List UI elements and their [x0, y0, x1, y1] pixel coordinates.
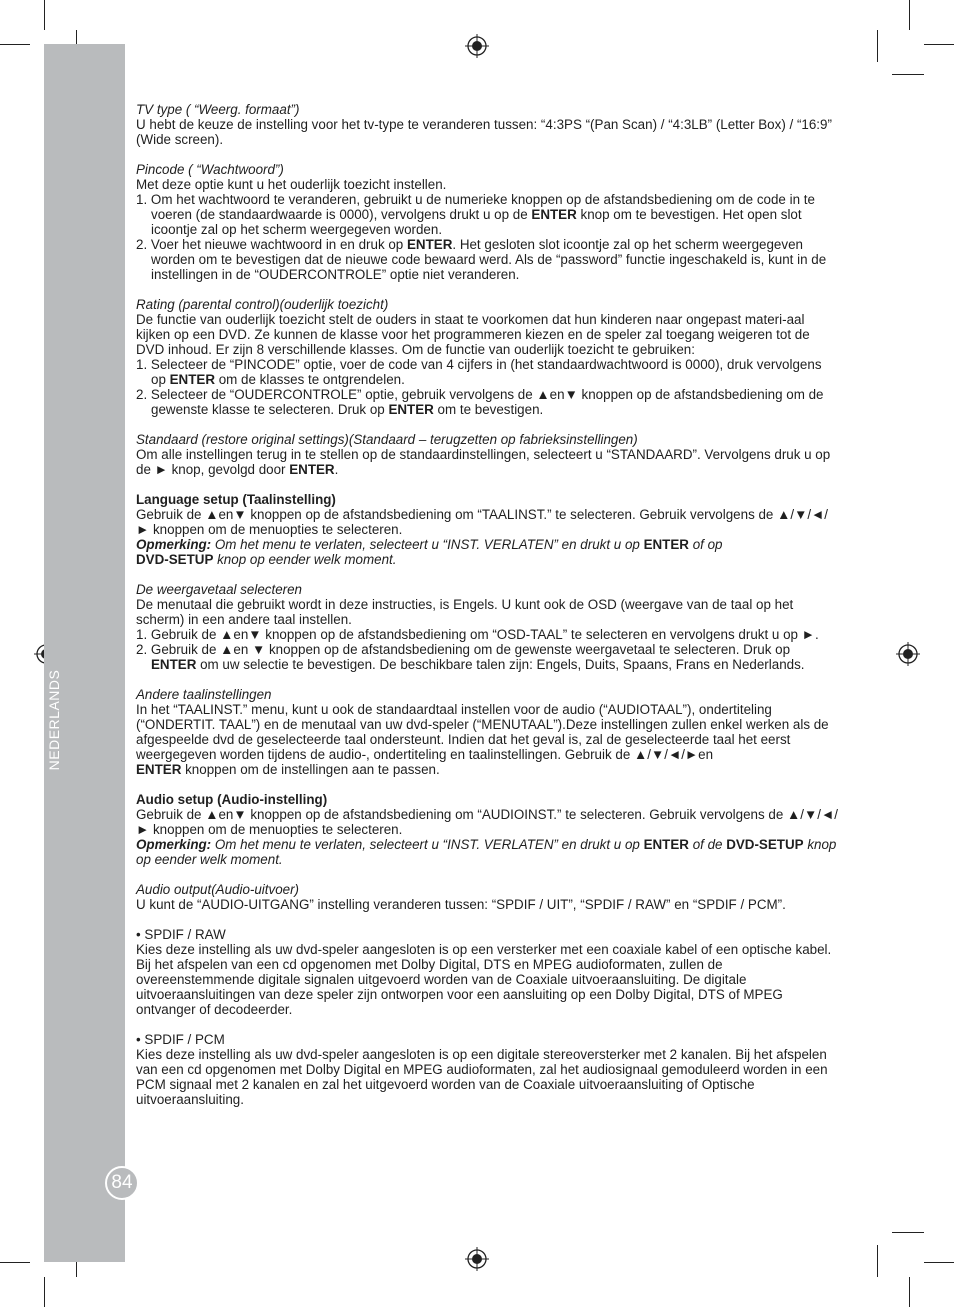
section-title: Standaard (restore original settings)(Standaard – terugzetten op fabrieksinstellingen): [136, 432, 638, 447]
note-text: of de: [688, 837, 727, 852]
section-heading: Language setup (Taalinstelling): [136, 492, 336, 507]
list-item: [136, 357, 838, 387]
note-text: of op: [688, 537, 723, 552]
note-label: Opmerking:: [136, 537, 212, 552]
section-body: Kies deze instelling als uw dvd-speler aangesloten is op een versterker met een coaxiale kabel of een optische kabel. Bij het afspelen van een cd opgenomen met Dolby Digital, DTS en MPEG audioformaten, zullen de overeenstemmende digitale signalen uitgevoerd worden van de Coaxiale uitvoeraansluiting. De digitale uitvoeraansluitingen van deze speler zijn ontworpen voor een aansluiting op een Dolby Digital, DTS of MPEG ontvanger of decodeerder.: [136, 942, 832, 1017]
button-name: ENTER: [136, 762, 182, 777]
section-body: Gebruik de ▲en▼ knoppen op de afstandsbediening om “TAALINST.” te selecteren. Gebruik vervolgens de ▲/▼/◄/► knoppen om de menuopties te selecteren.: [136, 507, 829, 537]
item-number: 2.: [136, 237, 148, 252]
language-label: NEDERLANDS: [46, 669, 62, 771]
item-text: Gebruik de ▲en ▼ knoppen op de afstandsbediening om de gewenste weergavetaal te selecteren. Druk op: [150, 642, 791, 657]
sidebar-band: [44, 44, 125, 1262]
crop-mark: [924, 1262, 954, 1263]
item-text: Gebruik de ▲en▼ knoppen op de afstandsbediening om “OSD-TAAL” te selecteren en vervolgens drukt u op ►.: [150, 627, 819, 642]
button-name: DVD-SETUP: [726, 837, 804, 852]
item-text: Voer het nieuwe wachtwoord in en druk op: [150, 237, 407, 252]
numbered-list: [136, 192, 838, 282]
bullet-title: • SPDIF / RAW: [136, 927, 226, 942]
section-audio-output: [136, 882, 838, 912]
section-body: Kies deze instelling als uw dvd-speler aangesloten is op een digitale stereoversterker met 2 kanalen. Bij het afspelen van een cd opgenomen met Dolby Digital en MPEG audioformaten, zal het audiosignaal gemoduleerd worden in een PCM signaal met 2 kanalen en zal het uitgevoerd worden van de Coaxiale uitvoeraansluiting of Optische uitvoeraansluiting.: [136, 1047, 828, 1107]
list-item: [136, 387, 838, 417]
section-audio-setup: [136, 792, 838, 867]
section-language-setup: [136, 492, 838, 567]
list-item: [136, 642, 838, 672]
crop-mark: [909, 1277, 910, 1307]
numbered-list: [136, 357, 838, 417]
section-title: TV type ( “Weerg. formaat”): [136, 102, 300, 117]
list-item: [136, 627, 838, 642]
section-rating: [136, 297, 838, 417]
section-body: De menutaal die gebruikt wordt in deze instructies, is Engels. U kunt ook de OSD (weergave van de taal op het scherm) in een andere taal instellen.: [136, 597, 794, 627]
body-text: Om alle instellingen terug in te stellen op de standaardinstellingen, selecteert u “STANDAARD”. Vervolgens druk u op de ► knop, gevolgd door: [136, 447, 831, 477]
section-body: De functie van ouderlijk toezicht stelt de ouders in staat te voorkomen dat hun kinderen naar ongepast materi-aal kijken op een DVD. Ze kunnen de klasse voor het programmeren kiezen en de speler zal toegang weigeren tot de DVD inhoud. Er zijn 8 verschillende klasses. Om de functie van ouderlijk toezicht te gebruiken:: [136, 312, 810, 357]
button-name: ENTER: [289, 462, 335, 477]
item-text: om te bevestigen.: [433, 402, 544, 417]
item-text: om uw selectie te bevestigen. De beschikbare talen zijn: Engels, Duits, Spaans, Frans en Nederlands.: [196, 657, 805, 672]
crop-mark: [44, 1277, 45, 1307]
item-text: . Het gesloten slot icoontje zal op het scherm weergegeven worden om te bevestigen dat de nieuwe code bewaard werd. Als de “password” functie ingeschakeld is, kunt in de instellingen in de “OUDERCONTROLE” optie niet veranderen.: [151, 237, 827, 282]
body-text: .: [334, 462, 339, 477]
content: [136, 102, 838, 1122]
section-spdif-raw: [136, 927, 838, 1017]
section-spdif-pcm: [136, 1032, 838, 1107]
button-name: ENTER: [151, 657, 197, 672]
crop-mark: [877, 30, 878, 62]
numbered-list: [136, 627, 838, 672]
note-text: Om het menu te verlaten, selecteert u “INST. VERLATEN” en drukt u op: [211, 837, 644, 852]
section-pincode: [136, 162, 838, 282]
list-item: [136, 237, 838, 282]
registration-mark-icon: [465, 1247, 489, 1271]
page-number: 84: [105, 1166, 139, 1200]
section-weergavetaal: [136, 582, 838, 672]
note-label: Opmerking:: [136, 837, 212, 852]
item-number: 1.: [136, 627, 148, 642]
section-body: Gebruik de ▲en▼ knoppen op de afstandsbediening om “AUDIOINST.” te selecteren. Gebruik vervolgens de ▲/▼/◄/► knoppen om de menuopties te selecteren.: [136, 807, 838, 837]
item-number: 2.: [136, 387, 148, 402]
button-name: ENTER: [406, 237, 453, 252]
crop-mark: [0, 44, 30, 45]
note: [136, 837, 838, 867]
section-standaard: [136, 432, 838, 477]
section-title: Andere taalinstellingen: [136, 687, 272, 702]
registration-mark-icon: [465, 34, 489, 58]
crop-mark: [892, 74, 924, 75]
list-item: [136, 192, 838, 237]
crop-mark: [892, 1232, 924, 1233]
button-name: ENTER: [531, 207, 577, 222]
note-text: knop op eender welk moment.: [136, 837, 837, 867]
item-text: Selecteer de “PINCODE” optie, voer de code van 4 cijfers in (het standaardwachtwoord is 0000), druk vervolgens op: [150, 357, 822, 387]
body-text: knoppen om de instellingen aan te passen.: [181, 762, 440, 777]
note: [136, 537, 838, 567]
item-text: om de klasses te ontgrendelen.: [215, 372, 405, 387]
section-title: Pincode ( “Wachtwoord”): [136, 162, 284, 177]
item-text: knop om te bevestigen. Het open slot icoontje zal op het scherm weergegeven worden.: [151, 207, 802, 237]
section-body: U hebt de keuze de instelling voor het tv-type te veranderen tussen: “4:3PS “(Pan Scan) / “4:3LB” (Letter Box) / “16:9” (Wide screen).: [136, 117, 832, 147]
item-text: Selecteer de “OUDERCONTROLE” optie, gebruik vervolgens de ▲en▼ knoppen op de afstandsbediening om de gewenste klasse te selecteren. Druk op: [150, 387, 824, 417]
button-name: DVD-SETUP: [136, 552, 214, 567]
body-text: In het “TAALINST.” menu, kunt u ook de standaardtaal instellen voor de audio (“AUDIOTAAL”), ondertiteling (“ONDERTIT. TAAL”) en de menutaal van uw dvd-speler (“MENUTAAL”).Deze instellingen zullen enkel werken als de afgespeelde dvd de geselecteerde taal ondersteunt. Indien dat het geval is, zal de geselecteerde taal het eerst weergegeven worden tijdens de audio-, ondertiteling en taalinstellingen. Gebruik de ▲/▼/◄/►en: [136, 702, 829, 762]
section-tv-type: [136, 102, 838, 147]
section-body: U kunt de “AUDIO-UITGANG” instelling veranderen tussen: “SPDIF / UIT”, “SPDIF / RAW” en “SPDIF / PCM”.: [136, 897, 786, 912]
section-body: Met deze optie kunt u het ouderlijk toezicht instellen.: [136, 177, 447, 192]
item-number: 2.: [136, 642, 148, 657]
button-name: ENTER: [643, 837, 689, 852]
button-name: ENTER: [643, 537, 689, 552]
note-text: Om het menu te verlaten, selecteert u “INST. VERLATEN” en drukt u op: [211, 537, 644, 552]
button-name: ENTER: [169, 372, 216, 387]
bullet-title: • SPDIF / PCM: [136, 1032, 225, 1047]
section-title: Audio output(Audio-uitvoer): [136, 882, 300, 897]
crop-mark: [877, 1245, 878, 1277]
item-number: 1.: [136, 192, 148, 207]
section-title: Rating (parental control)(ouderlijk toezicht): [136, 297, 389, 312]
section-title: De weergavetaal selecteren: [136, 582, 302, 597]
item-text: Om het wachtwoord te veranderen, gebruikt u de numerieke knoppen op de afstandsbediening om de code in te voeren (de standaardwaarde is 0000), vervolgens drukt u op de: [150, 192, 815, 222]
section-body: [136, 702, 838, 777]
crop-mark: [0, 1262, 30, 1263]
item-number: 1.: [136, 357, 148, 372]
crop-mark: [924, 44, 954, 45]
crop-mark: [909, 0, 910, 30]
button-name: ENTER: [388, 402, 434, 417]
section-heading: Audio setup (Audio-instelling): [136, 792, 328, 807]
section-andere-taal: [136, 687, 838, 777]
crop-mark: [44, 0, 45, 30]
section-body: [136, 447, 838, 477]
note-text: knop op eender welk moment.: [213, 552, 397, 567]
registration-mark-icon: [896, 642, 920, 666]
